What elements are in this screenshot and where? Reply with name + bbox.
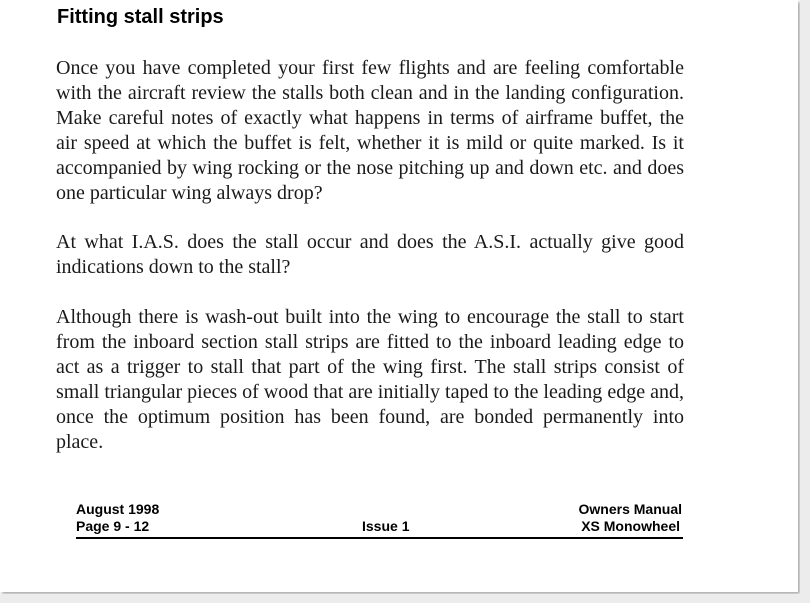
footer-right	[579, 501, 682, 535]
footer-product-name: XS Monowheel	[581, 518, 680, 534]
viewer-bottom-edge	[0, 594, 810, 603]
paragraph-ias-question: At what I.A.S. does the stall occur and does the A.S.I. actually give good indications down to the stall?	[56, 231, 684, 278]
footer-issue: Issue 1	[362, 518, 410, 534]
footer-left	[76, 501, 159, 535]
page-footer	[76, 501, 682, 539]
footer-divider	[76, 537, 683, 539]
paragraph-stall-review: Once you have completed your first few flights and are feeling comfortable with the aircraft review the stalls both clean and in the landing configuration. Make careful notes of exactly what happens in terms of airframe buffet, the air speed at which the buffet is felt, whether it is mild or quite marked. Is it accompanied by wing rocking or the nose pitching up and down etc. and does one particular wing always drop?	[56, 57, 684, 204]
footer-date: August 1998	[76, 501, 160, 517]
footer-manual-title: Owners Manual	[578, 501, 682, 517]
paragraph-stall-strips: Although there is wash-out built into the wing to encourage the stall to start from the inboard section stall strips are fitted to the inboard leading edge to act as a trigger to stall that part of the wing first. The stall strips consist of small triangular pieces of wood that are initially taped to the leading edge and, once the optimum position has been found, are bonded permanently into place.	[56, 306, 684, 453]
viewer-right-edge	[800, 0, 810, 603]
section-heading: Fitting stall strips	[57, 6, 224, 28]
footer-center	[362, 518, 409, 535]
footer-page-number: Page 9 - 12	[76, 518, 150, 534]
